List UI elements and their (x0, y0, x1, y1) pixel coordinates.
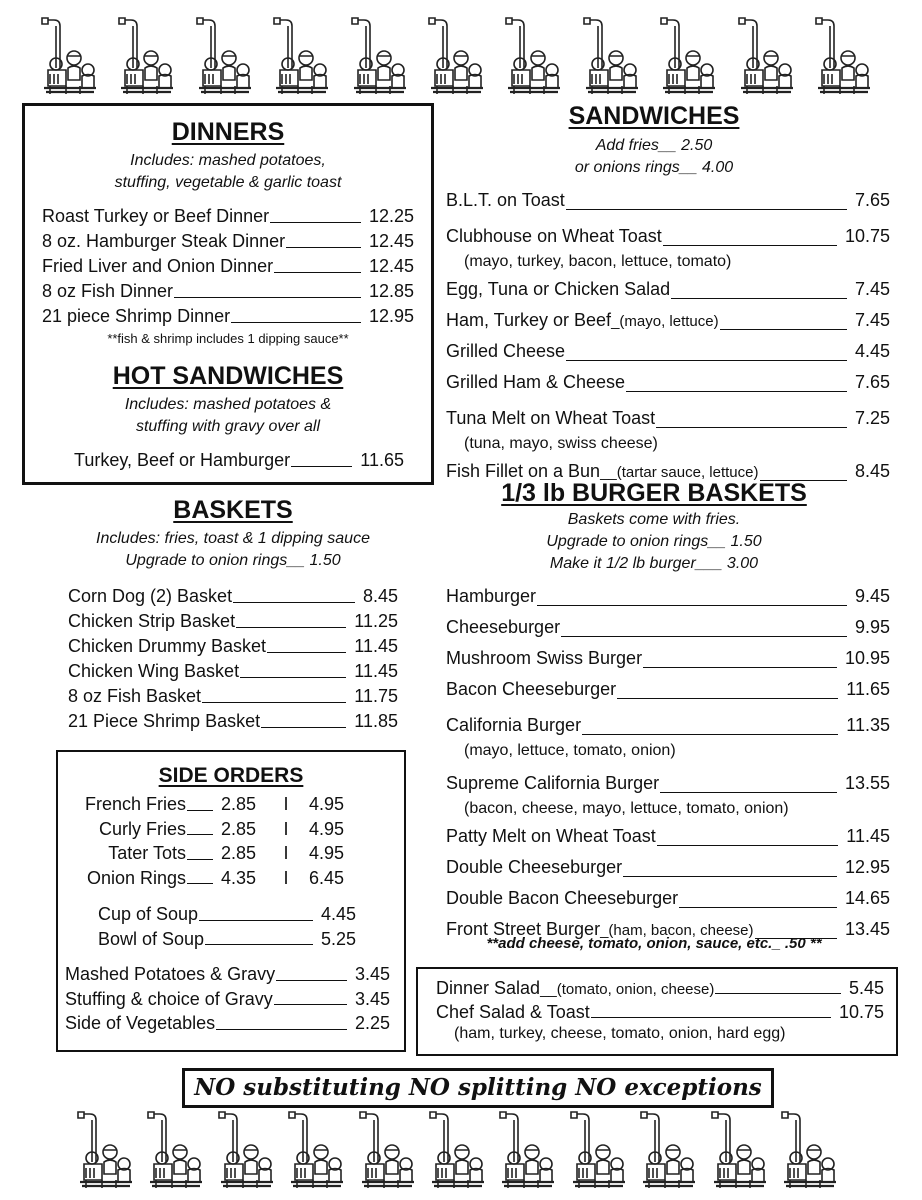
price-leader (623, 876, 837, 877)
price-leader (216, 1029, 347, 1030)
item-name: 8 oz. Hamburger Steak Dinner (42, 231, 286, 251)
baskets-subtitle (40, 528, 426, 572)
subtitle-line: or onions rings__ 4.00 (574, 159, 734, 176)
large-price: 4.95 (309, 843, 345, 863)
large-price: 4.95 (309, 818, 345, 839)
menu-item (42, 279, 414, 304)
menu-item (446, 305, 890, 336)
item-name: French Fries (84, 794, 186, 814)
item-detail: __(tomato, onion, cheese) (540, 981, 715, 998)
price-leader (537, 605, 847, 606)
item-price: 4.45 (854, 341, 890, 361)
item-name: Fried Liver and Onion Dinner (42, 256, 274, 276)
menu-item (68, 659, 398, 684)
baskets-section (40, 496, 426, 736)
menu-item (446, 612, 890, 643)
subtitle-line: Upgrade to onion rings__ 1.50 (125, 552, 341, 569)
item-note: (bacon, cheese, mayo, lettuce, tomato, onion) (464, 800, 789, 817)
item-price: 7.45 (854, 279, 890, 299)
item-price: 11.45 (354, 661, 398, 681)
item-detail: __(tartar sauce, lettuce) (600, 464, 759, 481)
menu-item (42, 304, 414, 329)
sandwiches-subtitle (416, 135, 892, 179)
price-leader (274, 1004, 347, 1005)
burger-baskets-title: 1/3 lb BURGER BASKETS (501, 479, 807, 507)
item-price: 11.85 (354, 711, 398, 731)
sandwiches-section (446, 102, 892, 481)
size-separator: I (283, 818, 289, 839)
item-name: Patty Melt on Wheat Toast (446, 826, 656, 846)
diner-clipart-icon (494, 1106, 556, 1194)
diner-clipart-icon (283, 1106, 345, 1194)
price-leader (240, 677, 346, 678)
menu-item (446, 274, 890, 305)
item-name: Fish Fillet on a Bun (446, 461, 601, 481)
diner-clipart-icon (810, 12, 872, 100)
burger-baskets-section (446, 477, 892, 957)
item-price: 7.25 (854, 408, 890, 428)
item-price: 8.45 (854, 461, 890, 481)
price-leader (626, 391, 847, 392)
item-name: Front Street Burger (446, 919, 601, 939)
clipart-row-top (36, 12, 872, 100)
diner-clipart-icon (565, 1106, 627, 1194)
item-name: Stuffing & choice of Gravy (65, 988, 273, 1009)
item-price: 10.75 (838, 1002, 884, 1022)
subtitle-line: Includes: mashed potatoes, (130, 152, 326, 169)
price-leader (274, 272, 361, 273)
menu-item (68, 709, 398, 734)
price-leader (174, 297, 361, 298)
menu-item (446, 852, 890, 883)
item-name: Double Bacon Cheeseburger (446, 888, 679, 908)
price-leader (231, 322, 361, 323)
diner-clipart-icon (346, 12, 408, 100)
item-price: 11.35 (846, 715, 890, 735)
diner-clipart-icon (733, 12, 795, 100)
item-price: 4.45 (320, 904, 356, 924)
item-price: 11.65 (360, 450, 404, 470)
price-leader (187, 883, 213, 884)
diner-clipart-icon (268, 12, 330, 100)
size-separator: I (283, 867, 289, 888)
subtitle-line: Make it 1/2 lb burger___ 3.00 (549, 555, 759, 572)
item-price: 12.95 (368, 306, 414, 326)
price-leader (591, 1017, 831, 1018)
menu-item (68, 634, 398, 659)
diner-clipart-icon (423, 12, 485, 100)
item-note: (mayo, lettuce, tomato, onion) (464, 742, 676, 759)
item-price: 12.25 (368, 206, 414, 226)
menu-item (68, 684, 398, 709)
dinners-note: **fish & shrimp includes 1 dipping sauce** (107, 331, 349, 346)
subtitle-line: Baskets come with fries. (567, 511, 741, 528)
item-name: Bacon Cheeseburger (446, 679, 617, 699)
hot-sandwiches-list (74, 448, 404, 473)
hot-sandwiches-subtitle (25, 394, 431, 438)
menu-item (446, 221, 890, 252)
item-price: 13.55 (844, 773, 890, 793)
menu-item (446, 821, 890, 852)
dinners-subtitle (25, 150, 431, 194)
side-orders-title: SIDE ORDERS (158, 764, 304, 787)
diner-clipart-icon (578, 12, 640, 100)
sandwiches-title: SANDWICHES (568, 102, 740, 130)
item-price: 9.45 (854, 586, 890, 606)
menu-item (98, 927, 356, 952)
item-name: Grilled Ham & Cheese (446, 372, 626, 392)
baskets-list (68, 584, 398, 734)
menu-item (446, 768, 890, 799)
item-name: Cheeseburger (446, 617, 561, 637)
side-item (36, 841, 366, 866)
menu-item (42, 254, 414, 279)
item-name: 21 Piece Shrimp Basket (68, 711, 261, 731)
menu-item (74, 448, 404, 473)
hot-sandwiches-title: HOT SANDWICHES (112, 362, 344, 390)
price-leader (643, 667, 837, 668)
size-separator: I (283, 794, 289, 814)
large-price: 6.45 (309, 867, 345, 888)
item-note: (ham, turkey, cheese, tomato, onion, hard egg) (454, 1025, 786, 1042)
subtitle-line: stuffing with gravy over all (135, 418, 321, 435)
diner-clipart-icon (655, 12, 717, 100)
item-name: Mushroom Swiss Burger (446, 648, 643, 668)
price-leader (566, 360, 847, 361)
price-leader (566, 209, 847, 210)
item-price: 10.95 (844, 648, 890, 668)
menu-item (65, 987, 390, 1012)
item-price: 11.45 (846, 826, 890, 846)
side-item (36, 817, 366, 842)
diner-clipart-icon (72, 1106, 134, 1194)
price-leader (561, 636, 847, 637)
sandwiches-list (446, 185, 890, 487)
subtitle-line: Includes: mashed potatoes & (124, 396, 332, 413)
small-price: 2.85 (221, 794, 257, 814)
price-leader (679, 907, 837, 908)
menu-item (446, 883, 890, 914)
price-leader (660, 792, 837, 793)
item-detail: _(mayo, lettuce) (611, 313, 719, 330)
item-price: 7.65 (854, 190, 890, 210)
burger-baskets-list (446, 581, 890, 945)
dinners-list (42, 204, 414, 329)
item-note: (mayo, turkey, bacon, lettuce, tomato) (464, 253, 732, 270)
diner-clipart-icon (191, 12, 253, 100)
item-price: 2.25 (354, 1013, 390, 1033)
menu-item (42, 229, 414, 254)
dinners-title: DINNERS (171, 118, 285, 146)
price-leader (205, 944, 313, 945)
menu-item (446, 710, 890, 741)
item-price: 9.95 (854, 617, 890, 637)
item-name: Hamburger (446, 586, 537, 606)
side-soups-list (98, 902, 356, 951)
price-leader (582, 734, 838, 735)
item-name: Egg, Tuna or Chicken Salad (446, 279, 671, 299)
price-leader (187, 859, 213, 860)
price-leader (715, 993, 841, 994)
item-name: Curly Fries (98, 818, 186, 839)
item-name: Grilled Cheese (446, 341, 566, 361)
item-price: 3.45 (354, 964, 390, 984)
price-leader (236, 627, 346, 628)
item-name: Supreme California Burger (446, 773, 660, 793)
item-name: Ham, Turkey or Beef (446, 310, 612, 330)
item-name: 8 oz Fish Dinner (42, 281, 174, 301)
price-leader (187, 834, 213, 835)
item-price: 12.45 (368, 231, 414, 251)
item-price: 12.85 (368, 281, 414, 301)
item-name: Bowl of Soup (98, 928, 205, 949)
item-name: Side of Vegetables (65, 1013, 216, 1033)
diner-clipart-icon (213, 1106, 275, 1194)
menu-item (446, 403, 890, 434)
menu-item (446, 643, 890, 674)
item-name: Dinner Salad (436, 978, 541, 998)
item-price: 7.65 (854, 372, 890, 392)
price-leader (291, 466, 352, 467)
menu-item (446, 336, 890, 367)
menu-item (446, 185, 890, 216)
item-price: 12.45 (368, 256, 414, 276)
diner-clipart-icon (142, 1106, 204, 1194)
item-name: Turkey, Beef or Hamburger (74, 450, 291, 470)
salads-box (416, 967, 898, 1056)
item-name: 21 piece Shrimp Dinner (42, 306, 231, 326)
price-leader (671, 298, 847, 299)
item-name: 8 oz Fish Basket (68, 686, 202, 706)
item-price: 11.45 (354, 636, 398, 656)
item-price: 11.75 (354, 686, 398, 706)
subtitle-line: Add fries__ 2.50 (595, 137, 713, 154)
item-price: 10.75 (844, 226, 890, 246)
subtitle-line: Includes: fries, toast & 1 dipping sauce (96, 530, 370, 547)
large-price: 4.95 (309, 794, 345, 814)
dinners-box (22, 103, 434, 485)
price-leader (286, 247, 361, 248)
side-orders-box (56, 750, 406, 1052)
item-price: 8.45 (362, 586, 398, 606)
diner-clipart-icon (424, 1106, 486, 1194)
price-leader (720, 329, 847, 330)
price-leader (656, 427, 847, 428)
item-name: Tater Tots (108, 843, 186, 863)
subtitle-line: Upgrade to onion rings__ 1.50 (546, 533, 762, 550)
menu-item (65, 1011, 390, 1036)
price-leader (270, 222, 361, 223)
menu-item (68, 609, 398, 634)
price-leader (657, 845, 839, 846)
diner-clipart-icon (113, 12, 175, 100)
item-price: 11.65 (846, 679, 890, 699)
salads-list (436, 976, 884, 1046)
price-leader (276, 980, 347, 981)
item-price: 5.25 (320, 928, 356, 949)
side-others-list (65, 962, 390, 1036)
price-leader (267, 652, 346, 653)
item-name: Tuna Melt on Wheat Toast (446, 408, 656, 428)
item-name: Double Cheeseburger (446, 857, 623, 877)
subtitle-line: stuffing, vegetable & garlic toast (114, 174, 342, 191)
diner-clipart-icon (500, 12, 562, 100)
small-price: 2.85 (221, 843, 257, 863)
item-name: Chicken Drummy Basket (68, 636, 267, 656)
price-leader (187, 810, 213, 811)
item-note: (tuna, mayo, swiss cheese) (464, 435, 658, 452)
size-separator: I (283, 843, 289, 863)
item-price: 13.45 (844, 919, 890, 939)
item-price: 3.45 (354, 988, 390, 1009)
menu-item (98, 902, 356, 927)
menu-item (446, 367, 890, 398)
item-name: Clubhouse on Wheat Toast (446, 226, 662, 246)
item-name: Roast Turkey or Beef Dinner (42, 206, 270, 226)
item-name: Corn Dog (2) Basket (68, 586, 233, 606)
side-sized-list (36, 792, 366, 890)
price-leader (663, 245, 837, 246)
item-name: Chicken Wing Basket (68, 661, 240, 681)
item-price: 14.65 (844, 888, 890, 908)
diner-clipart-icon (706, 1106, 768, 1194)
small-price: 2.85 (221, 818, 257, 839)
side-item (36, 792, 366, 817)
small-price: 4.35 (221, 867, 257, 888)
menu-item (42, 204, 414, 229)
burger-baskets-subtitle (416, 509, 892, 575)
side-item (36, 866, 366, 891)
item-name: Mashed Potatoes & Gravy (65, 964, 276, 984)
menu-item (436, 976, 884, 1000)
item-name: B.L.T. on Toast (446, 190, 565, 210)
burger-note: **add cheese, tomato, onion, sauce, etc._ .50 ** (486, 935, 822, 952)
menu-item (446, 674, 890, 705)
item-price: 7.45 (854, 310, 890, 330)
price-leader (261, 727, 346, 728)
price-leader (233, 602, 355, 603)
diner-clipart-icon (36, 12, 98, 100)
item-price: 11.25 (354, 611, 398, 631)
clipart-row-bottom (72, 1106, 838, 1194)
baskets-title: BASKETS (173, 496, 293, 524)
menu-item (446, 581, 890, 612)
price-leader (202, 702, 346, 703)
item-price: 5.45 (848, 978, 884, 998)
diner-clipart-icon (354, 1106, 416, 1194)
item-name: Onion Rings (86, 867, 186, 888)
diner-clipart-icon (635, 1106, 697, 1194)
menu-item (436, 1000, 884, 1024)
price-leader (617, 698, 838, 699)
item-name: Chicken Strip Basket (68, 611, 236, 631)
price-leader (199, 920, 313, 921)
item-price: 12.95 (844, 857, 890, 877)
item-name: Chef Salad & Toast (436, 1002, 590, 1022)
menu-item (65, 962, 390, 987)
item-name: California Burger (446, 715, 582, 735)
item-name: Cup of Soup (98, 904, 199, 924)
item-detail: _(ham, bacon, cheese) (600, 922, 754, 939)
diner-clipart-icon (776, 1106, 838, 1194)
policy-banner: NO substituting NO splitting NO exceptions (182, 1068, 774, 1108)
menu-item (68, 584, 398, 609)
